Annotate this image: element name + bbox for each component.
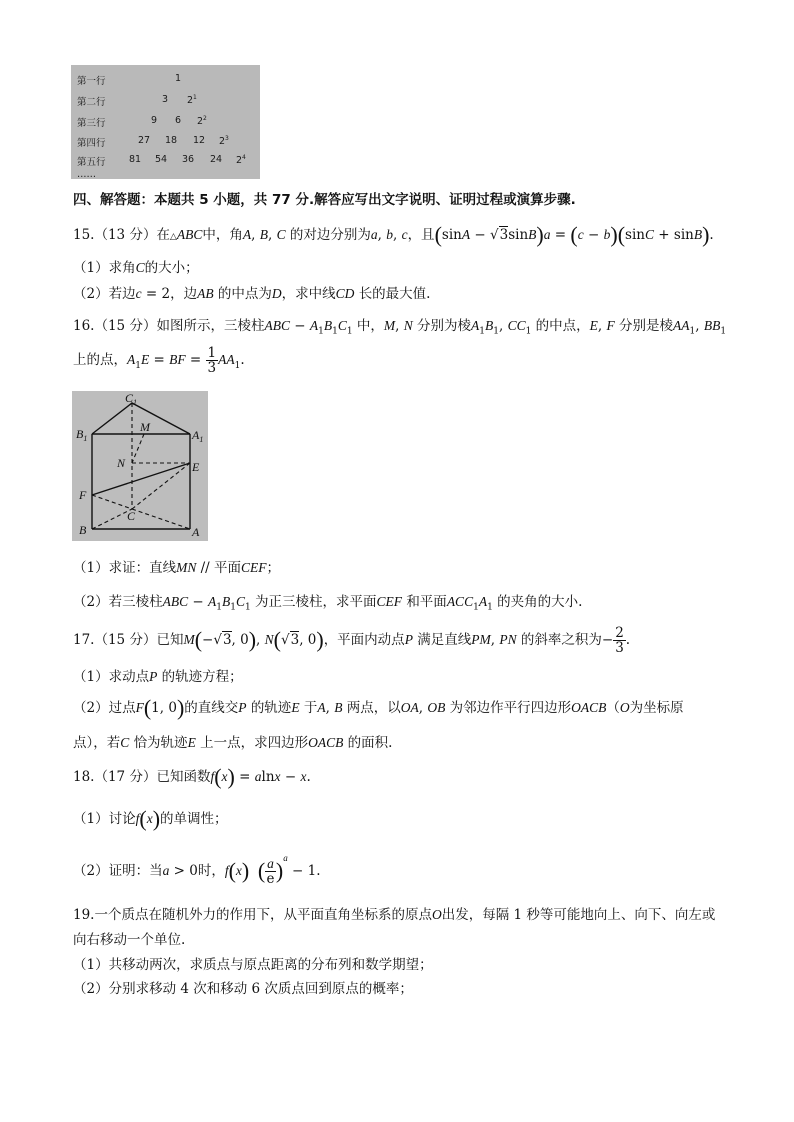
- q16-part1: （1）求证：直线MN // 平面CEF；: [73, 560, 281, 576]
- tri-cell: 6: [175, 115, 182, 126]
- row-label-1: 第一行: [77, 76, 106, 87]
- vertex-label: $B_1$: [76, 427, 88, 443]
- prism-figure: [72, 391, 208, 541]
- tri-cell: 24: [210, 154, 223, 165]
- q17-stem: 17.（15 分）已知M(−√3, 0), N(√3, 0)，平面内动点P 满足直线PM, PN 的斜率之积为− $\frac{2}{3}$ .: [73, 625, 631, 657]
- vertex-label: N: [117, 456, 126, 470]
- vertex-label: B: [79, 523, 87, 537]
- q19-part2: （2）分别求移动 4 次和移动 6 次质点回到原点的概率；: [73, 981, 413, 997]
- q18-part1: （1）讨论f(x)的单调性；: [73, 806, 228, 831]
- q17-line3: 点），若C 恰为轨迹E 上一点，求四边形OACB 的面积.: [73, 735, 393, 751]
- tri-cell: 18: [165, 135, 178, 146]
- tri-cell: 27: [138, 135, 151, 146]
- tri-cell: 9: [151, 115, 158, 126]
- tri-cell: $2^1$: [187, 94, 197, 107]
- tri-cell: 1: [175, 73, 182, 84]
- vertex-label: $C_1$: [125, 391, 138, 407]
- row-label-4: 第四行: [77, 138, 106, 149]
- q15-stem: 15.（13 分）在△ABC中，角A, B, C 的对边分别为a, b, c，且(sinA − √3sinB)a = (c − b)(sinC + sinB).: [73, 222, 714, 247]
- q16-part2: （2）若三棱柱ABC − $A_1B_1C_1$ 为正三棱柱，求平面CEF 和平面$ACC_1A_1$ 的夹角的大小.: [73, 594, 583, 613]
- vertex-label: A: [192, 525, 200, 539]
- q16-line2: 上的点，$A_1E$ = BF = $\frac{1}{3}$ $AA_1$.: [73, 345, 245, 377]
- prism-diagram: [72, 391, 208, 541]
- tri-cell: 54: [155, 154, 168, 165]
- q18-stem: 18.（17 分）已知函数f(x) = alnx − x.: [73, 764, 311, 789]
- q19-part1: （1）共移动两次，求质点与原点距离的分布列和数学期望；: [73, 957, 433, 973]
- section-heading: 四、解答题：本题共 5 小题，共 77 分.解答应写出文字说明、证明过程或演算步骤.: [73, 192, 576, 208]
- tri-cell: $2^3$: [219, 135, 229, 148]
- tri-cell: 81: [129, 154, 142, 165]
- number-triangle-image: [71, 65, 260, 179]
- q16-stem: 16.（15 分）如图所示，三棱柱ABC − $A_1B_1C_1$ 中，M, N 分别为棱$A_1B_1$, $CC_1$ 的中点，E, F 分别是棱$AA_1$, $BB_1$: [73, 318, 727, 337]
- fraction-a-over-e: $\frac{a}{e}$: [266, 855, 275, 887]
- q18-part2: （2）证明：当a > 0时，f(x) ( $\frac{a}{e}$ )$^a$ − 1.: [73, 853, 321, 887]
- q17-part1: （1）求动点P 的轨迹方程；: [73, 669, 243, 685]
- vertex-label: $A_1$: [192, 428, 204, 444]
- q19-line2: 向右移动一个单位.: [73, 932, 186, 948]
- q15-part1: （1）求角C的大小；: [73, 260, 199, 276]
- q17-part2: （2）过点F(1, 0)的直线交P 的轨迹E 于A, B 两点，以OA, OB 为邻边作平行四边形OACB（O为坐标原: [73, 695, 684, 720]
- tri-cell: $2^4$: [236, 154, 246, 167]
- q15-part2: （2）若边c = 2，边AB 的中点为D，求中线CD 长的最大值.: [73, 286, 431, 302]
- tri-cell: $2^2$: [197, 115, 207, 128]
- vertex-label: M: [140, 420, 150, 434]
- row-label-5: 第五行: [77, 157, 106, 168]
- row-label-3: 第三行: [77, 118, 106, 129]
- vertex-label: F: [79, 488, 87, 502]
- fraction-two-thirds: $\frac{2}{3}$: [615, 625, 624, 657]
- fraction-one-third: $\frac{1}{3}$: [207, 345, 217, 377]
- vertex-label: E: [192, 460, 200, 474]
- tri-cell: 12: [193, 135, 206, 146]
- tri-cell: 3: [162, 94, 169, 105]
- row-label-more: ……: [77, 169, 96, 180]
- q19-stem: 19.一个质点在随机外力的作用下，从平面直角坐标系的原点O出发，每隔 1 秒等可能地向上、向下、向左或: [73, 907, 716, 923]
- vertex-label: C: [127, 509, 136, 523]
- tri-cell: 36: [182, 154, 195, 165]
- row-label-2: 第二行: [77, 97, 106, 108]
